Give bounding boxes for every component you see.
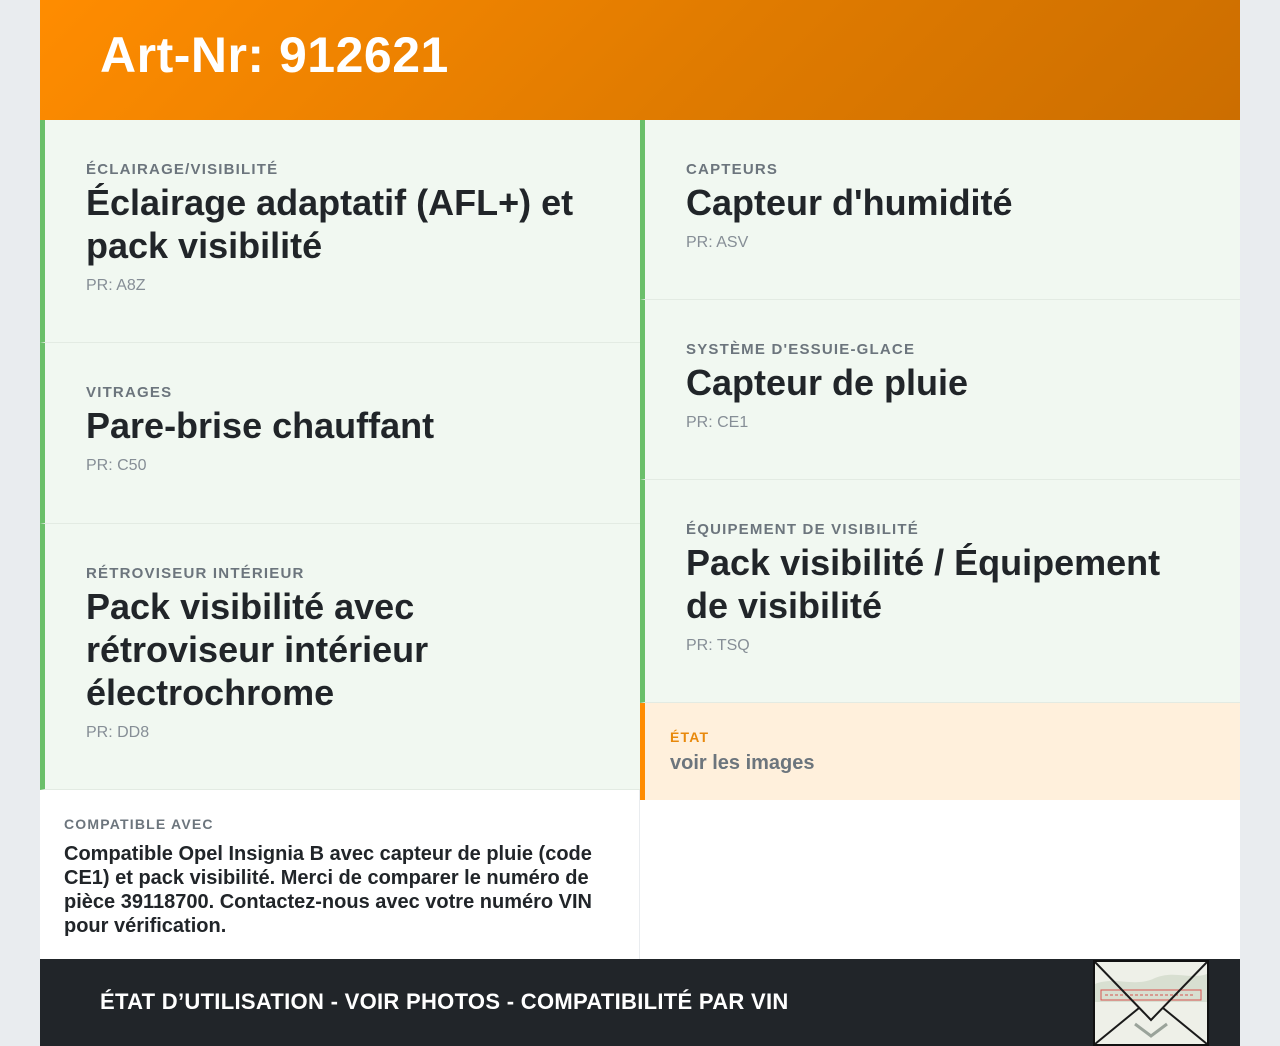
feature-title: Pare-brise chauffant: [86, 405, 435, 446]
feature-category: ÉQUIPEMENT DE VISIBILITÉ: [686, 521, 919, 538]
features-column-left: [40, 120, 640, 790]
product-page: [40, 0, 1240, 1046]
feature-pr-code: PR: DD8: [86, 724, 150, 741]
feature-title: Pack visibilité / Équipement de visibilité: [686, 542, 1161, 626]
feature-card: [640, 480, 1240, 703]
feature-pr-code: PR: C50: [86, 457, 147, 474]
compatibility-box: [40, 790, 640, 959]
feature-category: CAPTEURS: [686, 161, 779, 178]
feature-pr-code: PR: ASV: [686, 234, 749, 251]
feature-title: Pack visibilité avec rétroviseur intérieur électrochrome: [86, 586, 429, 713]
feature-card: [640, 300, 1240, 480]
condition-box: [640, 703, 1240, 800]
page-header: [40, 0, 1240, 120]
compatibility-label: COMPATIBLE AVEC: [64, 816, 214, 832]
feature-pr-code: PR: CE1: [686, 414, 749, 431]
feature-card: [40, 524, 640, 790]
features-column-right: [640, 120, 1240, 800]
page-title: Art-Nr: 912621: [100, 27, 449, 83]
condition-label: ÉTAT: [670, 729, 710, 745]
feature-title: Éclairage adaptatif (AFL+) et pack visibilité: [86, 182, 574, 266]
feature-category: SYSTÈME D'ESSUIE-GLACE: [686, 341, 916, 358]
feature-pr-code: PR: TSQ: [686, 637, 750, 654]
feature-category: ÉCLAIRAGE/VISIBILITÉ: [86, 161, 279, 178]
feature-card: [40, 343, 640, 524]
condition-value: voir les images: [670, 752, 815, 774]
compatibility-text: Compatible Opel Insignia B avec capteur de pluie (code CE1) et pack visibilité. Merci de comparer le numéro de pièce 39118700. Contactez-nous avec votre numéro VIN pour vérification.: [64, 843, 592, 937]
page-footer: [40, 959, 1240, 1046]
features-grid: [40, 120, 1240, 959]
feature-title: Capteur de pluie: [686, 362, 969, 403]
feature-category: RÉTROVISEUR INTÉRIEUR: [86, 565, 305, 582]
feature-title: Capteur d'humidité: [686, 182, 1013, 223]
feature-pr-code: PR: A8Z: [86, 277, 146, 294]
envelope-stamp-icon: [1093, 960, 1209, 1046]
feature-category: VITRAGES: [86, 384, 173, 401]
feature-card: [40, 120, 640, 343]
footer-text: ÉTAT D’UTILISATION - VOIR PHOTOS - COMPATIBILITÉ PAR VIN: [100, 989, 789, 1014]
feature-card: [640, 120, 1240, 300]
